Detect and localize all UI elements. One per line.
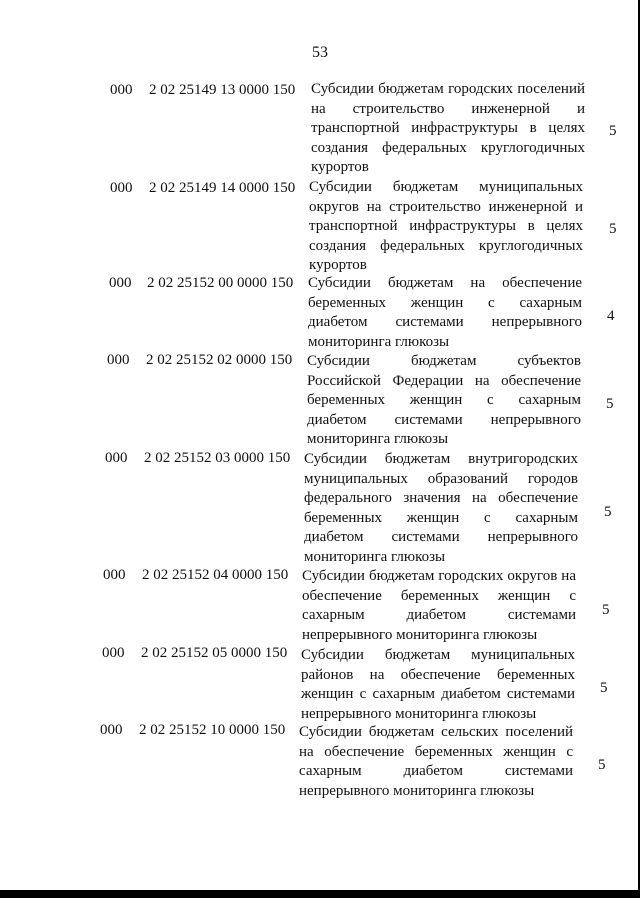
budget-classification-code: 2 02 25152 03 0000 150 xyxy=(144,450,291,466)
admin-code: 000 xyxy=(105,450,128,466)
row-description: Субсидии бюджетам муниципальных районов на обеспечение беременных женщин с сахарным диабетом системами непрерывного мониторинга глюкозы xyxy=(301,647,575,722)
admin-code: 000 xyxy=(103,567,126,583)
row-value: 5 xyxy=(604,504,612,520)
row-value: 5 xyxy=(602,602,610,618)
row-description: Субсидии бюджетам субъектов Российской Федерации на обеспечение беременных женщин с сахарным диабетом системами непрерывного мониторинга глюкозы xyxy=(307,353,581,447)
budget-classification-code: 2 02 25152 10 0000 150 xyxy=(139,722,286,738)
budget-classification-code: 2 02 25152 00 0000 150 xyxy=(147,275,294,291)
row-description: Субсидии бюджетам городских округов на обеспечение беременных женщин с сахарным диабетом системами непрерывного мониторинга глюкозы xyxy=(302,568,576,643)
admin-code: 000 xyxy=(100,722,123,738)
row-description: Субсидии бюджетам муниципальных округов на строительство инженерной и транспортной инфраструктуры в целях создания федеральных круглогодичных курортов xyxy=(309,179,583,273)
row-value: 5 xyxy=(609,123,617,139)
admin-code: 000 xyxy=(110,82,133,98)
admin-code: 000 xyxy=(107,352,130,368)
admin-code: 000 xyxy=(110,180,133,196)
admin-code: 000 xyxy=(102,645,125,661)
budget-classification-code: 2 02 25149 13 0000 150 xyxy=(149,82,296,98)
scan-edge-bottom xyxy=(0,890,640,898)
budget-classification-code: 2 02 25149 14 0000 150 xyxy=(149,180,296,196)
budget-classification-code: 2 02 25152 05 0000 150 xyxy=(141,645,288,661)
row-value: 4 xyxy=(607,308,615,324)
row-description: Субсидии бюджетам на обеспечение беременных женщин с сахарным диабетом системами непрерывного мониторинга глюкозы xyxy=(308,275,582,350)
admin-code: 000 xyxy=(109,275,132,291)
row-value: 5 xyxy=(609,221,617,237)
row-value: 5 xyxy=(598,757,606,773)
row-value: 5 xyxy=(600,680,608,696)
budget-classification-code: 2 02 25152 04 0000 150 xyxy=(142,567,289,583)
page-number: 53 xyxy=(312,44,328,61)
row-description: Субсидии бюджетам внутригородских муниципальных образований городов федерального значения на обеспечение беременных женщин с сахарным диабетом системами непрерывного мониторинга глюкозы xyxy=(304,451,578,565)
row-description: Субсидии бюджетам сельских поселений на обеспечение беременных женщин с сахарным диабетом системами непрерывного мониторинга глюкозы xyxy=(299,724,573,799)
row-description: Субсидии бюджетам городских поселений на строительство инженерной и транспортной инфраструктуры в целях создания федеральных круглогодичных курортов xyxy=(311,81,585,175)
budget-classification-code: 2 02 25152 02 0000 150 xyxy=(146,352,293,368)
row-value: 5 xyxy=(606,396,614,412)
